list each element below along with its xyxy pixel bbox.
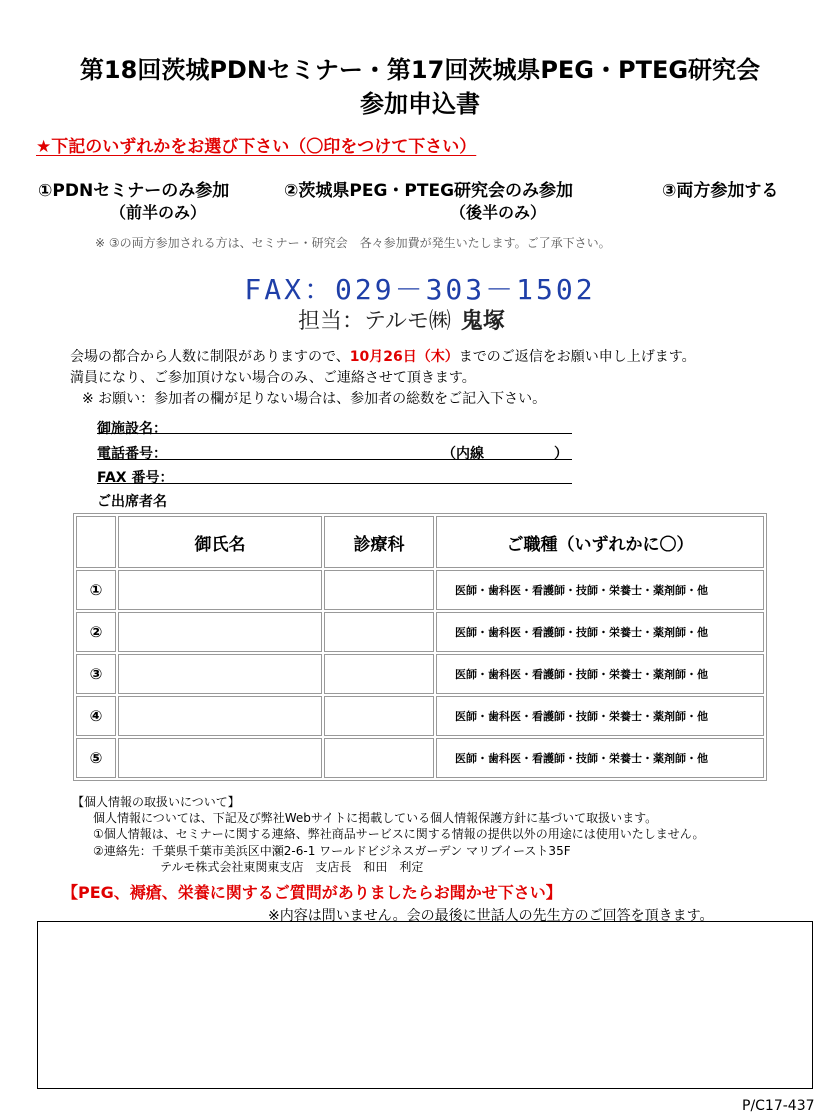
table-row [76,738,764,778]
header-occupation: ご職種（いずれかに〇） [436,516,764,568]
department-cell[interactable] [324,570,434,610]
department-cell[interactable] [324,612,434,652]
row-number: ① [76,570,116,610]
name-cell[interactable] [118,612,322,652]
fax-field[interactable] [97,483,572,484]
option-pdn-only[interactable]: ①PDNセミナーのみ参加 [38,181,230,201]
header-department: 診療科 [324,516,434,568]
deadline-date: 10月26日（木） [349,349,459,365]
header-number [76,516,116,568]
selection-instruction: ★下記のいずれかをお選び下さい（〇印をつけて下さい） [36,137,477,157]
full-notice: 満員になり、ご参加頂けない場合のみ、ご連絡させて頂きます。 [70,370,476,386]
option-both[interactable]: ③両方参加する [662,181,779,201]
question-box[interactable] [37,921,813,1089]
row-number: ④ [76,696,116,736]
table-row [76,570,764,610]
name-cell[interactable] [118,696,322,736]
occupation-cell[interactable]: 医師・歯科医・看護師・技師・栄養士・薬剤師・他 [436,738,764,778]
option-pdn-only-note: （前半のみ） [110,203,207,222]
extension-label: （内線 ） [442,446,568,462]
facility-label: 御施設名： [97,421,167,437]
row-number: ② [76,612,116,652]
deadline-text-post: までのご返信をお願い申し上げます。 [458,349,696,365]
question-note: ※内容は問いません。会の最後に世話人の先生方のご回答を頂きます。 [268,908,714,924]
privacy-line-2: ①個人情報は、セミナーに関する連絡、弊社商品サービスに関する情報の提供以外の用途には使用いたしません。 [93,827,705,841]
options-note: ※ ③の両方参加される方は、セミナー・研究会 各々参加費が発生いたします。ご了承下さい。 [95,236,611,250]
table-row [76,654,764,694]
table-header-row [76,516,764,568]
page-subtitle: 参加申込書 [360,90,480,118]
deadline-text-pre: 会場の都合から人数に制限がありますので、 [70,349,350,365]
name-cell[interactable] [118,654,322,694]
occupation-cell[interactable]: 医師・歯科医・看護師・技師・栄養士・薬剤師・他 [436,654,764,694]
table-row [76,612,764,652]
contact-name: 鬼塚 [460,309,505,334]
facility-field[interactable] [97,433,572,434]
privacy-heading: 【個人情報の取扱いについて】 [72,795,240,809]
question-heading: 【PEG、褥瘡、栄養に関するご質問がありましたらお聞かせ下さい】 [62,883,562,902]
table-row [76,696,764,736]
row-number: ⑤ [76,738,116,778]
fax-number: FAX：029－303－1502 [244,273,596,306]
header-name: 御氏名 [118,516,322,568]
option-peg-only-note: （後半のみ） [450,203,547,222]
fax-label: FAX 番号： [97,470,174,486]
occupation-cell[interactable]: 医師・歯科医・看護師・技師・栄養士・薬剤師・他 [436,612,764,652]
phone-field[interactable] [97,459,572,460]
occupation-cell[interactable]: 医師・歯科医・看護師・技師・栄養士・薬剤師・他 [436,696,764,736]
request-note: ※ お願い：参加者の欄が足りない場合は、参加者の総数をご記入下さい。 [82,391,547,407]
privacy-line-3: ②連絡先：千葉県千葉市美浜区中瀬2-6-1 ワールドビジネスガーデン マリブイースト35F [93,844,571,858]
row-number: ③ [76,654,116,694]
contact-label: 担当：テルモ㈱ [298,309,451,334]
privacy-line-4: テルモ株式会社東関東支店 支店長 和田 利定 [160,860,424,874]
attendees-label: ご出席者名 [97,494,167,510]
document-code: P/C17-437 [742,1098,815,1114]
option-peg-only[interactable]: ②茨城県PEG・PTEG研究会のみ参加 [284,181,574,201]
occupation-cell[interactable]: 医師・歯科医・看護師・技師・栄養士・薬剤師・他 [436,570,764,610]
department-cell[interactable] [324,738,434,778]
contact-person [298,304,505,335]
privacy-line-1: 個人情報については、下記及び弊社Webサイトに掲載している個人情報保護方針に基づいて取扱います。 [93,811,658,825]
phone-label: 電話番号： [97,446,167,462]
department-cell[interactable] [324,696,434,736]
deadline-message [70,346,696,366]
page-title: 第18回茨城PDNセミナー・第17回茨城県PEG・PTEG研究会 [79,56,761,84]
department-cell[interactable] [324,654,434,694]
attendee-table [73,513,767,781]
name-cell[interactable] [118,570,322,610]
name-cell[interactable] [118,738,322,778]
